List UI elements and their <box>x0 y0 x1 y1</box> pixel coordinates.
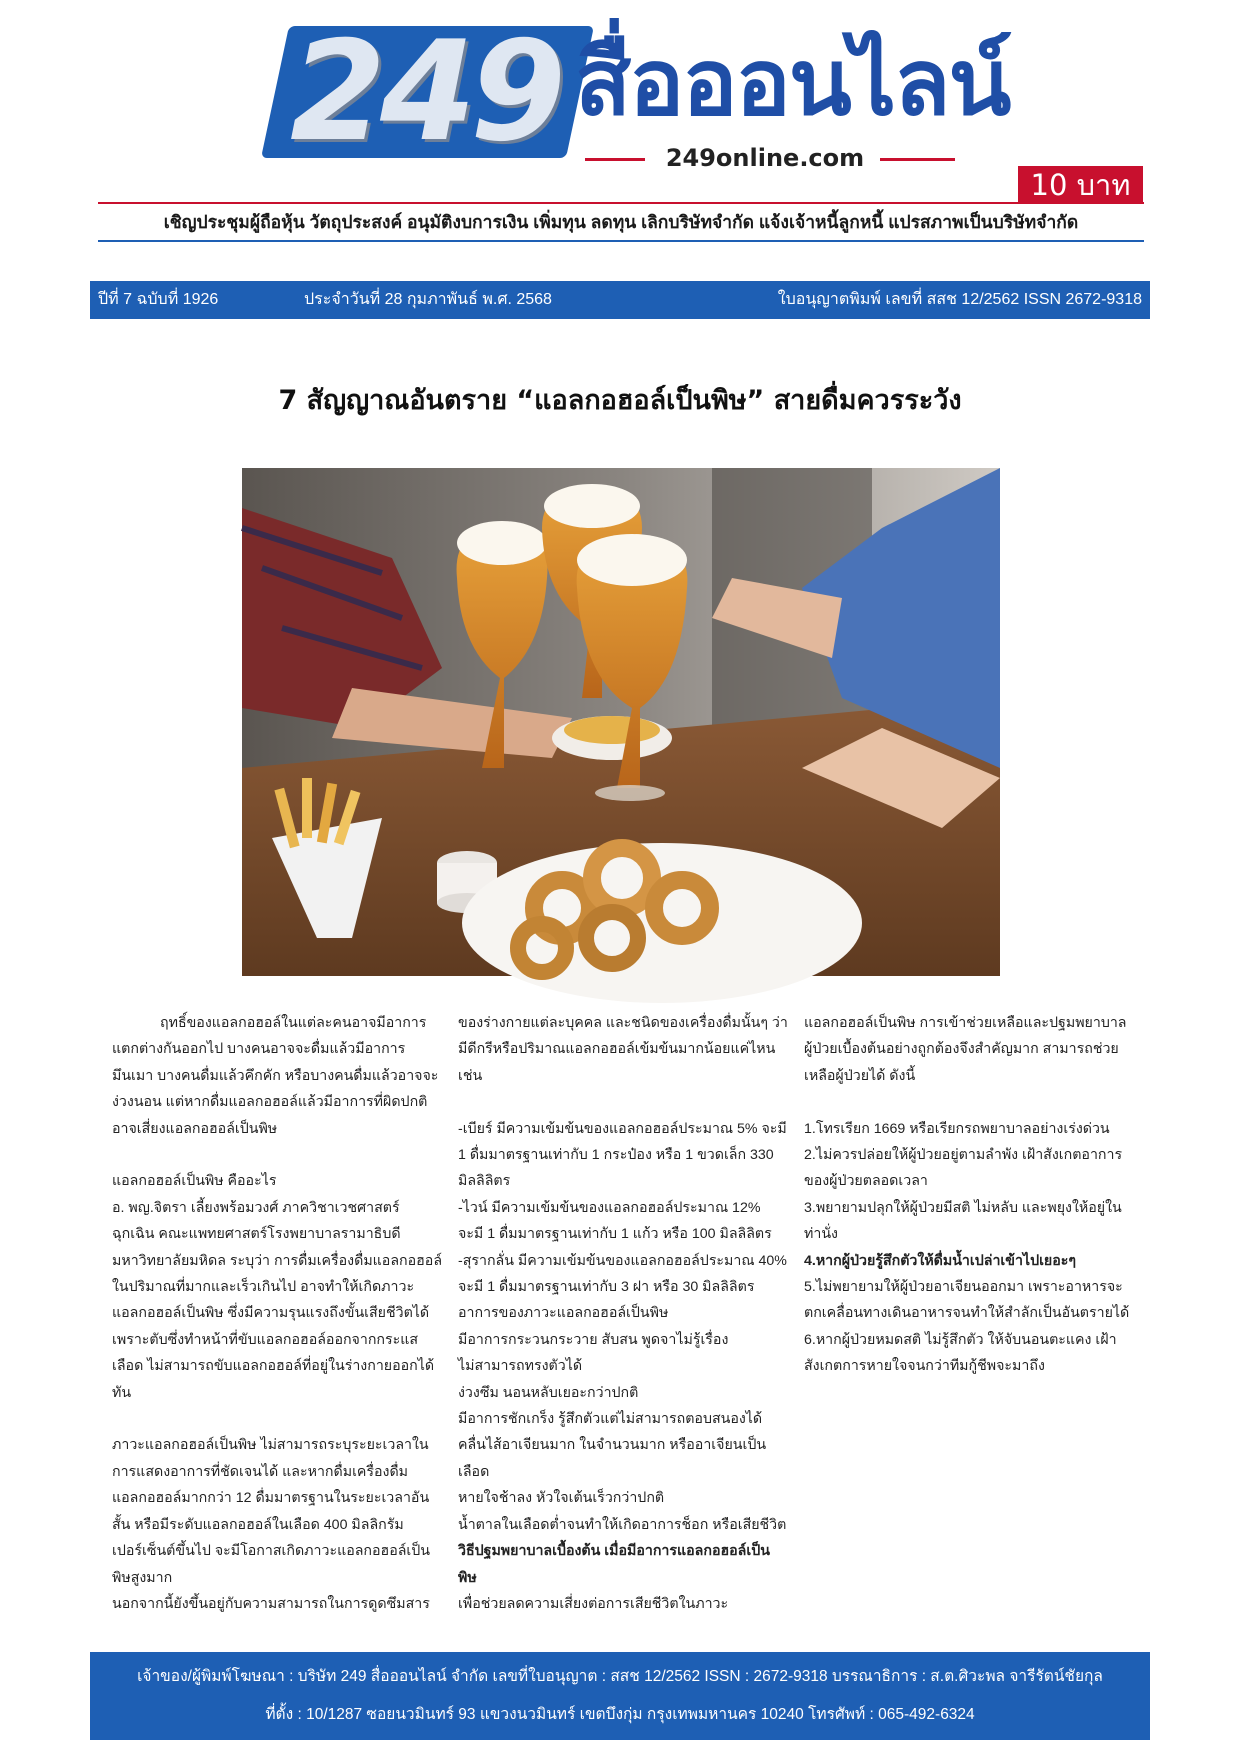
print-license: ใบอนุญาตพิมพ์ เลขที่ สสช 12/2562 ISSN 2672-9318 <box>777 291 1142 308</box>
logo-url-rule-right <box>880 158 955 161</box>
list-item: มีอาการชักเกร็ง รู้สึกตัวแต่ไม่สามารถตอบสนองได้ <box>458 1411 763 1428</box>
publisher-footer <box>90 1652 1150 1740</box>
paragraph: ของร่างกายแต่ละบุคคล และชนิดของเครื่องดื่มนั้นๆ ว่ามีดีกรีหรือปริมาณแอลกอฮอล์เข้มข้นมากน้อยแค่ไหน เช่น <box>458 1015 788 1084</box>
issue-info-bar <box>90 281 1150 319</box>
logo-number: 249 <box>290 11 561 172</box>
logo-url: 249online.com <box>665 144 865 172</box>
paragraph: ภาวะแอลกอฮอล์เป็นพิษ ไม่สามารถระบุระยะเวลาในการแสดงอาการที่ชัดเจนได้ และหากดื่มเครื่องดื่มแอลกอฮอล์มากกว่า 12 ดื่มมาตรฐานในระยะเวลาอันสั้น หรือมีระดับแอลกอฮอล์ในเลือด 400 มิลลิกรัมเปอร์เซ็นต์ขึ้นไป จะมีโอกาสเกิดภาวะแอลกอฮอล์เป็นพิษสูงมาก <box>112 1437 430 1586</box>
paragraph: เพื่อช่วยลดความเสี่ยงต่อการเสียชีวิตในภาวะ <box>458 1595 729 1612</box>
list-item: มีอาการกระวนกระวาย สับสน พูดจาไม่รู้เรื่อง <box>458 1331 729 1348</box>
price-badge: 10 บาท <box>1018 166 1143 204</box>
beer-toast-illustration <box>242 468 1000 976</box>
divider-red <box>98 202 1144 204</box>
list-item: 2.ไม่ควรปล่อยให้ผู้ป่วยอยู่ตามลำพัง เฝ้าสังเกตอาการของผู้ป่วยตลอดเวลา <box>804 1147 1123 1190</box>
masthead <box>0 0 1240 230</box>
publisher-address: ที่ตั้ง : 10/1287 ซอยนวมินทร์ 93 แขวงนวมินทร์ เขตบึงกุ่ม กรุงเทพมหานคร 10240 โทรศัพท์ : 065-492-6324 <box>265 1706 975 1723</box>
paragraph: ฤทธิ์ของแอลกอฮอล์ในแต่ละคนอาจมีอาการแตกต่างกันออกไป บางคนอาจจะดื่มแล้วมีอาการมึนเมา บางคนดื่มแล้วคึกคัก หรือบางคนดื่มแล้วอาจจะง่วงนอน แต่หากดื่มแอลกอฮอล์แล้วมีอาการที่ผิดปกติ อาจเสี่ยงแอลกอฮอล์เป็นพิษ <box>112 1015 439 1137</box>
list-item: หายใจช้าลง หัวใจเต้นเร็วกว่าปกติ <box>458 1490 665 1507</box>
spacer <box>112 1406 442 1432</box>
section-title: วิธีปฐมพยาบาลเบื้องต้น เมื่อมีอาการแอลกอฮอล์เป็นพิษ <box>458 1543 770 1586</box>
list-item: 4.หากผู้ป่วยรู้สึกตัวให้ดื่มน้ำเปล่าเข้าไปเยอะๆ <box>804 1252 1076 1269</box>
section-title: แอลกอฮอล์เป็นพิษ คืออะไร <box>112 1173 277 1190</box>
article-column-1 <box>112 1010 443 1612</box>
list-item: คลื่นไส้อาเจียนมาก ในจำนวนมาก หรืออาเจียนเป็นเลือด <box>458 1437 767 1480</box>
article-photo <box>242 468 1000 976</box>
list-item: 6.หากผู้ป่วยหมดสติ ไม่รู้สึกตัว ให้จับนอนตะแคง เฝ้าสังเกตการหายใจจนกว่าทีมกู้ชีพจะมาถึง <box>804 1331 1117 1375</box>
spacer <box>458 1089 788 1115</box>
list-item: ง่วงซึม นอนหลับเยอะกว่าปกติ <box>458 1384 639 1401</box>
list-item: -สุรากลั่น มีความเข้มข้นของแอลกอฮอล์ประมาณ 40% จะมี 1 ดื่มมาตรฐานเท่ากับ 3 ฝา หรือ 30 มิลลิลิตร <box>458 1252 787 1296</box>
article-column-2 <box>458 1010 788 1612</box>
paragraph: แอลกอฮอล์เป็นพิษ การเข้าช่วยเหลือและปฐมพยาบาลผู้ป่วยเบื้องต้นอย่างถูกต้องจึงสำคัญมาก สามารถช่วยเหลือผู้ป่วยได้ ดังนี้ <box>804 1015 1127 1084</box>
article-column-3 <box>804 1010 1134 1590</box>
paragraph: นอกจากนี้ยังขึ้นอยู่กับความสามารถในการดูดซึมสาร <box>112 1595 430 1612</box>
spacer <box>804 1089 1134 1115</box>
article-headline: 7 สัญญาณอันตราย “แอลกอฮอล์เป็นพิษ” สายดื่มควรระวัง <box>278 385 962 416</box>
logo-thai-wordmark: สื่อออนไลน์ <box>575 29 1010 136</box>
list-item: 3.พยายามปลุกให้ผู้ป่วยมีสติ ไม่หลับ และพยุงให้อยู่ในท่านั่ง <box>804 1199 1122 1243</box>
list-item: -ไวน์ มีความเข้มข้นของแอลกอฮอล์ประมาณ 12% จะมี 1 ดื่มมาตรฐานเท่ากับ 1 แก้ว หรือ 100 มิลลิลิตร <box>458 1199 772 1243</box>
list-item: 5.ไม่พยายามให้ผู้ป่วยอาเจียนออกมา เพราะอาหารจะตกเคลื่อนทางเดินอาหารจนทำให้สำลักเป็นอันตรายได้ <box>804 1279 1130 1322</box>
section-title: อาการของภาวะแอลกอฮอล์เป็นพิษ <box>458 1305 669 1322</box>
issue-number: ปีที่ 7 ฉบับที่ 1926 <box>98 291 219 308</box>
publisher-info: เจ้าของ/ผู้พิมพ์โฆษณา : บริษัท 249 สื่อออนไลน์ จำกัด เลขที่ใบอนุญาต : สสช 12/2562 ISSN : 2672-9318 บรรณาธิการ : ส.ต.ศิวะพล จารีรัตน์ชัยกุล <box>137 1668 1103 1685</box>
tagline: เชิญประชุมผู้ถือหุ้น วัตถุประสงค์ อนุมัติงบการเงิน เพิ่มทุน ลดทุน เลิกบริษัทจำกัด แจ้งเจ้าหนี้ลูกหนี้ แปรสภาพเป็นบริษัทจำกัด <box>163 212 1079 232</box>
issue-date: ประจำวันที่ 28 กุมภาพันธ์ พ.ศ. 2568 <box>304 291 552 308</box>
list-item: น้ำตาลในเลือดต่ำจนทำให้เกิดอาการช็อก หรือเสียชีวิต <box>458 1516 787 1533</box>
list-item: 1.โทรเรียก 1669 หรือเรียกรถพยาบาลอย่างเร่งด่วน <box>804 1120 1110 1137</box>
list-item: -เบียร์ มีความเข้มข้นของแอลกอฮอล์ประมาณ 5% จะมี 1 ดื่มมาตรฐานเท่ากับ 1 กระป๋อง หรือ 1 ขวดเล็ก 330 มิลลิลิตร <box>458 1120 787 1190</box>
spacer <box>112 1142 442 1168</box>
logo-url-rule-left <box>585 158 645 161</box>
divider-blue <box>98 240 1144 242</box>
paragraph: อ. พญ.จิตรา เลี้ยงพร้อมวงศ์ ภาควิชาเวชศาสตร์ฉุกเฉิน คณะแพทยศาสตร์โรงพยาบาลรามาธิบดี มหาวิทยาลัยมหิดล ระบุว่า การดื่มเครื่องดื่มแอลกอฮอล์ในปริมาณที่มากและเร็วเกินไป อาจทำให้เกิดภาวะ แอลกอฮอล์เป็นพิษ ซึ่งมีความรุนแรงถึงขั้นเสียชีวิตได้ เพราะตับซึ่งทำหน้าที่ขับแอลกอฮอล์ออกจากกระแสเลือด ไม่สามารถขับแอลกอฮอล์ที่อยู่ในร่างกายออกได้ทัน <box>112 1199 443 1401</box>
list-item: ไม่สามารถทรงตัวได้ <box>458 1358 583 1375</box>
